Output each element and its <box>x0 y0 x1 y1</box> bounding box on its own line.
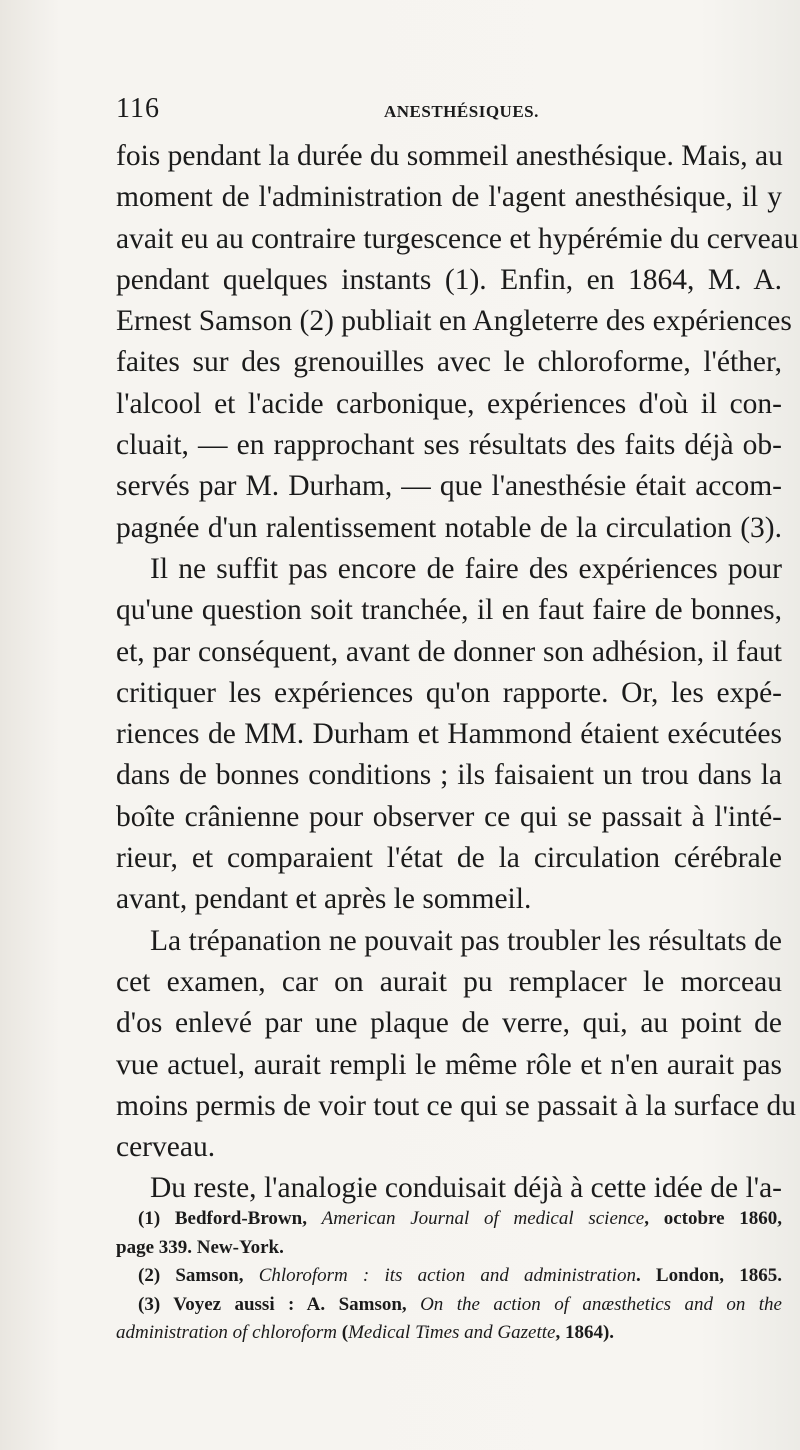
text-line: fois pendant la durée du sommeil anesthésique. Mais, au <box>116 140 783 172</box>
text-line: avait eu au contraire turgescence et hypérémie du cerveau <box>116 222 799 255</box>
text-line: cet examen, car on aurait pu remplacer le morceau <box>116 965 782 998</box>
running-title: ANESTHÉSIQUES. <box>384 102 539 121</box>
footnote-2 <box>116 1262 782 1291</box>
footnote-text: (2) Samson, <box>138 1265 259 1286</box>
text-line: pagnée d'un ralentissement notable de la circulation (3). <box>116 511 782 544</box>
footnote-3-line-1 <box>116 1291 782 1320</box>
text-line: dans de bonnes conditions ; ils faisaient un trou dans la <box>116 759 782 792</box>
text-line: moins permis de voir tout ce qui se passait à la surface du <box>116 1089 796 1122</box>
text-line: La trépanation ne pouvait pas troubler les résultats de <box>150 924 782 957</box>
text-line: d'os enlevé par une plaque de verre, qui, au point de <box>116 1007 782 1040</box>
text-line: rieur, et comparaient l'état de la circulation cérébrale <box>116 842 782 875</box>
footnote-text: , octobre 1860, <box>644 1208 782 1229</box>
footnote-text: , 1864). <box>555 1322 615 1343</box>
page-number: 116 <box>116 93 160 124</box>
footnote-text: . London, 1865. <box>635 1265 782 1286</box>
text-line: Du reste, l'analogie conduisait déjà à cette idée de l'a- <box>150 1172 782 1205</box>
footnote-text: page 339. New-York. <box>116 1236 284 1258</box>
text-line: Ernest Samson (2) publiait en Angleterre des expériences <box>116 305 792 338</box>
text-line: avant, pendant et après le sommeil. <box>116 883 532 916</box>
body-text <box>116 136 799 1210</box>
footnote-1-line-1 <box>116 1205 782 1234</box>
text-line: cluait, — en rapprochant ses résultats des faits déjà ob- <box>116 429 782 462</box>
text-line: pendant quelques instants (1). Enfin, en 1864, M. A. <box>116 263 782 296</box>
footnote-text: (1) Bedford-Brown, <box>138 1208 322 1229</box>
footnotes <box>116 1205 782 1348</box>
text-line: vue actuel, aurait rempli le même rôle et n'en aurait pas <box>116 1048 782 1081</box>
page-header <box>116 93 786 127</box>
footnote-title: On the action of anæsthetics and on the <box>420 1293 782 1315</box>
footnote-title: Medical Times and Gazette <box>348 1322 556 1343</box>
text-line: riences de MM. Durham et Hammond étaient exécutées <box>116 718 782 751</box>
footnote-title: American Journal of medical science <box>321 1208 645 1229</box>
footnote-text: (3) Voyez aussi : A. Samson, <box>138 1293 421 1315</box>
text-line: qu'une question soit tranchée, il en faut faire de bonnes, <box>116 594 782 627</box>
text-line: l'alcool et l'acide carbonique, expériences d'où il con- <box>116 387 782 420</box>
text-line: Il ne suffit pas encore de faire des expériences pour <box>150 552 782 585</box>
text-line: critiquer les expériences qu'on rapporte. Or, les expé- <box>116 676 782 709</box>
text-line: boîte crânienne pour observer ce qui se passait à l'inté- <box>116 800 782 833</box>
text-line: cerveau. <box>116 1131 216 1164</box>
text-line: servés par M. Durham, — que l'anesthésie était accom- <box>116 470 782 503</box>
footnote-1-line-2 <box>116 1234 782 1263</box>
footnote-3-line-2 <box>116 1319 782 1348</box>
text-line: et, par conséquent, avant de donner son adhésion, il faut <box>116 635 782 668</box>
footnote-title: Chloroform : its action and administration <box>258 1265 636 1286</box>
text-line: moment de l'administration de l'agent anesthésique, il y <box>116 181 782 214</box>
footnote-title: administration of chloroform <box>116 1322 337 1343</box>
footnote-text: ( <box>336 1322 349 1343</box>
text-line: faites sur des grenouilles avec le chloroforme, l'éther, <box>116 346 782 379</box>
